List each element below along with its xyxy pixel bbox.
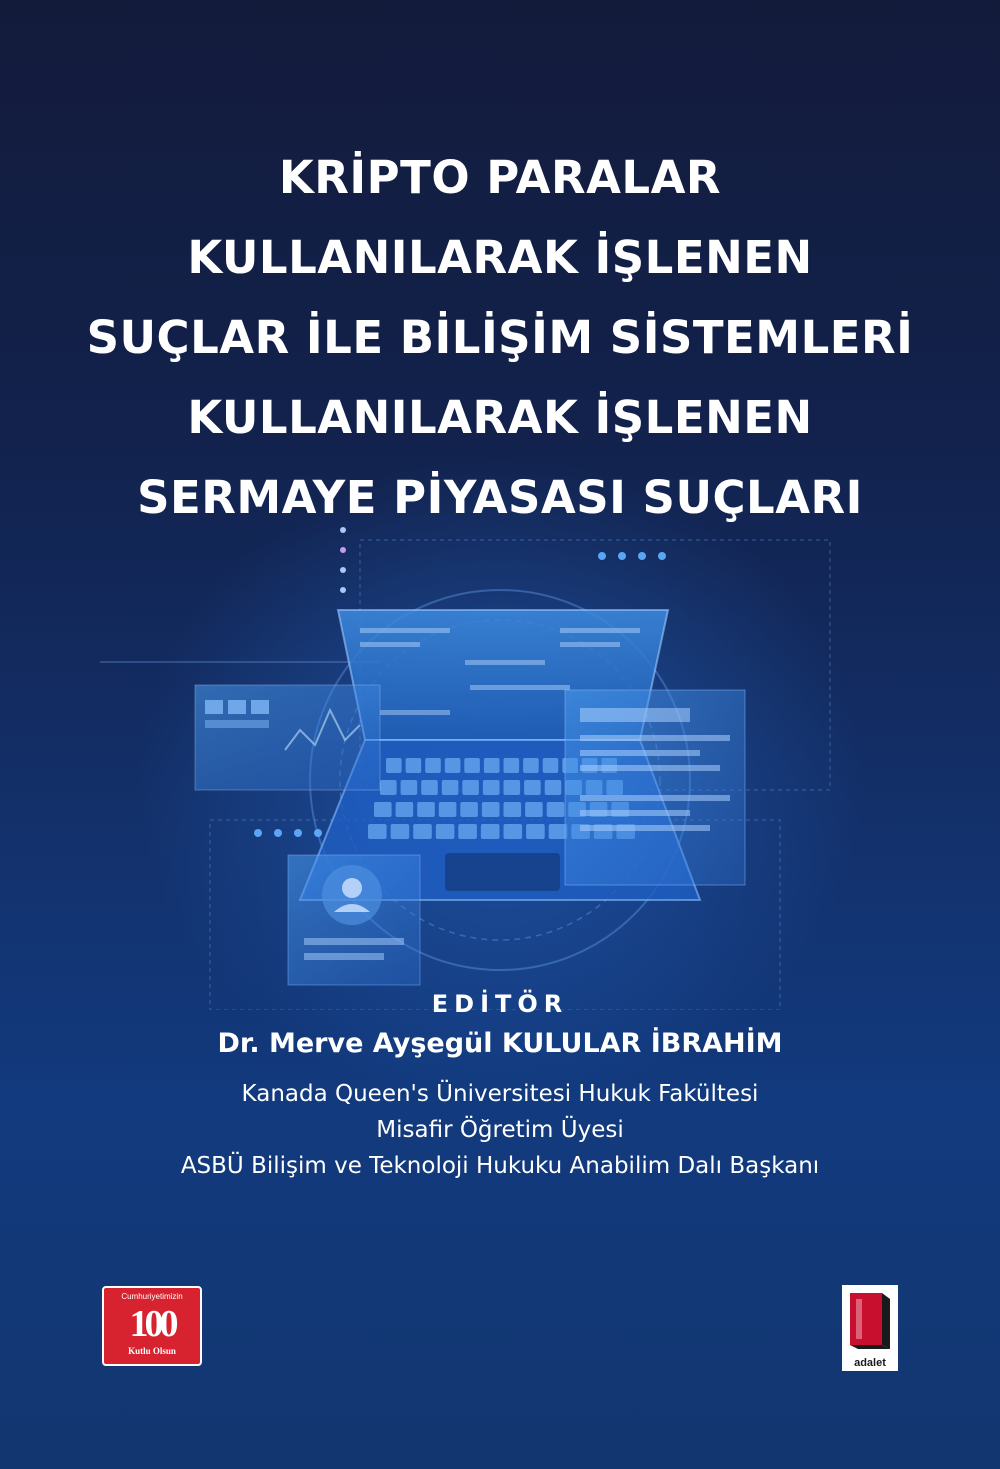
editor-affiliation: [0, 1076, 1000, 1184]
keyboard-key: [421, 780, 438, 795]
user-profile-icon: [322, 865, 382, 925]
affiliation-line: Kanada Queen's Üniversitesi Hukuk Fakültesi: [241, 1081, 759, 1107]
keyboard-key: [464, 758, 480, 773]
badge-number: 100: [129, 1303, 175, 1345]
title-line: KRİPTO PARALAR: [278, 151, 722, 204]
affiliation-line: Misafir Öğretim Üyesi: [376, 1117, 624, 1143]
keyboard-key: [462, 780, 479, 795]
keyboard-key: [504, 824, 523, 839]
keyboard-key: [482, 802, 500, 817]
keyboard-key: [401, 780, 418, 795]
badge-top-text: Cumhuriyetimizin: [121, 1292, 183, 1301]
keyboard-key: [374, 802, 392, 817]
keyboard-key: [425, 758, 441, 773]
book-logo-icon: [842, 1285, 898, 1355]
editor-label: EDİTÖR: [431, 990, 569, 1018]
keyboard-key: [439, 802, 457, 817]
publisher-name: adalet: [854, 1357, 886, 1369]
keyboard-key: [460, 802, 478, 817]
keyboard-key: [386, 758, 402, 773]
keyboard-key: [543, 758, 559, 773]
keyboard-key: [417, 802, 435, 817]
title-line: KULLANILARAK İŞLENEN: [187, 231, 813, 284]
keyboard-key: [368, 824, 387, 839]
title-line: SERMAYE PİYASASI SUÇLARI: [137, 471, 863, 524]
keyboard-key: [458, 824, 477, 839]
keyboard-key: [406, 758, 422, 773]
keyboard-key: [413, 824, 432, 839]
keyboard-key: [504, 780, 521, 795]
keyboard-key: [526, 824, 545, 839]
keyboard-key: [504, 802, 522, 817]
keyboard-key: [545, 780, 562, 795]
keyboard-key: [442, 780, 459, 795]
keyboard-key: [396, 802, 414, 817]
republic-100-badge: [102, 1286, 202, 1366]
keyboard-key: [445, 758, 461, 773]
laptop-illustration: [0, 510, 1000, 1010]
affiliation-line: ASBÜ Bilişim ve Teknoloji Hukuku Anabilim Dalı Başkanı: [180, 1153, 820, 1179]
keyboard-key: [547, 802, 565, 817]
title-line: KULLANILARAK İŞLENEN: [187, 391, 813, 444]
keyboard-key: [523, 758, 539, 773]
keyboard-key: [483, 780, 500, 795]
keyboard-key: [380, 780, 397, 795]
publisher-logo: [842, 1285, 898, 1371]
badge-bottom-text: Kutlu Olsun: [128, 1346, 176, 1356]
title-line: SUÇLAR İLE BİLİŞİM SİSTEMLERİ: [86, 311, 914, 364]
keyboard-key: [391, 824, 410, 839]
keyboard-key: [504, 758, 520, 773]
keyboard-key: [525, 802, 543, 817]
keyboard-key: [484, 758, 500, 773]
editor-name: Dr. Merve Ayşegül KULULAR İBRAHİM: [217, 1028, 783, 1059]
book-title: [0, 138, 1000, 538]
keyboard-key: [481, 824, 500, 839]
keyboard-key: [436, 824, 455, 839]
keyboard-key: [524, 780, 541, 795]
